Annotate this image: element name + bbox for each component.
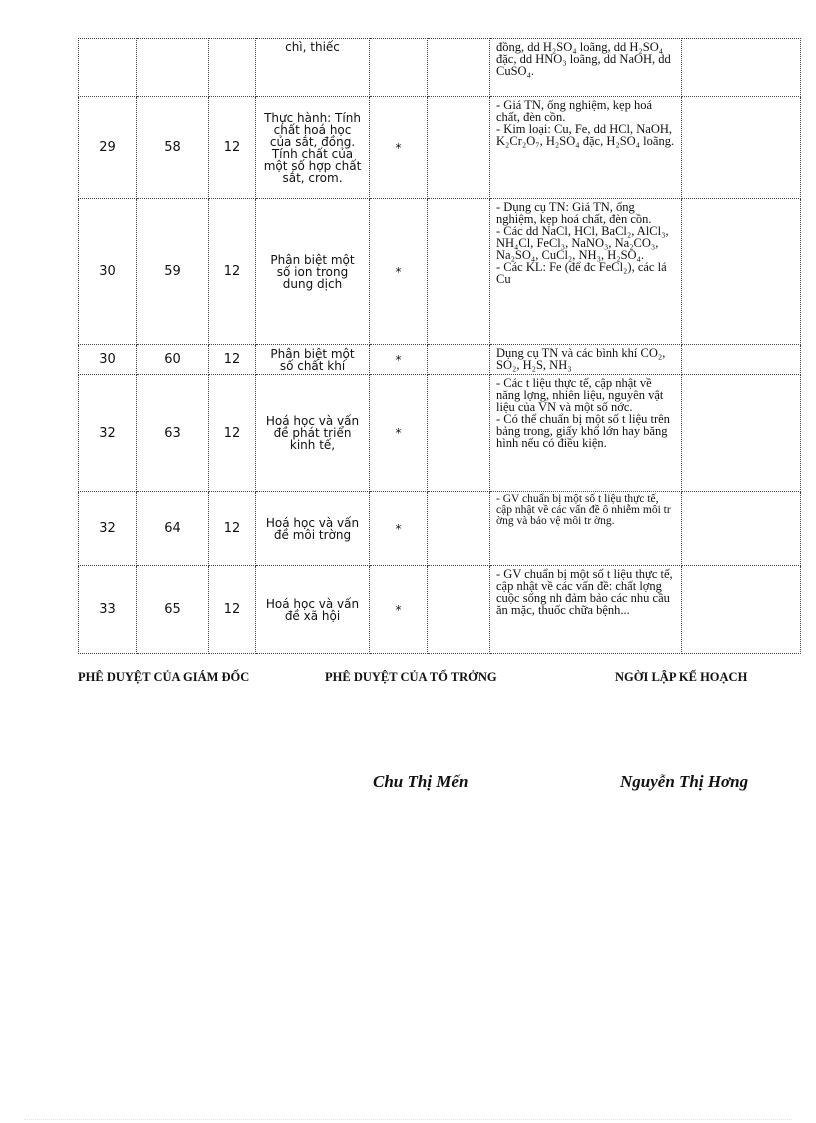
week-cell: 33	[79, 566, 137, 654]
period-cell: 63	[137, 375, 209, 492]
note-cell	[682, 566, 801, 654]
table-row	[79, 97, 801, 199]
table-row	[79, 39, 801, 97]
prep-cell: - Dụng cụ TN: Giá TN, ống nghiệm, kẹp hoá chất, đèn cồn. - Các dd NaCl, HCl, BaCl₂, AlCl₃, NH₄Cl, FeCl₃, NaNO₃, Na₂CO₃, Na₂SO₄, CuCl₂, NH₃, H₂SO₄. - Các KL: Fe (để đc FeCl₂), các lá Cu	[490, 199, 682, 345]
empty-cell	[428, 97, 490, 199]
approval-headings	[78, 670, 800, 688]
director-approval-heading: PHÊ DUYỆT CỦA GIÁM ĐỐC	[78, 670, 250, 684]
period-cell	[137, 39, 209, 97]
period-cell: 60	[137, 345, 209, 375]
period-cell: 59	[137, 199, 209, 345]
week-cell: 29	[79, 97, 137, 199]
note-cell	[682, 375, 801, 492]
grade-cell: 12	[209, 97, 256, 199]
table-row	[79, 375, 801, 492]
prep-cell: - Các t liệu thực tế, cập nhật về năng lợng, nhiên liệu, nguyên vật liệu của VN và một số nớc. - Có thể chuẩn bị một số t liệu trên bảng trong, giấy khổ lớn hay băng hình nếu có điều kiện.	[490, 375, 682, 492]
period-cell: 64	[137, 492, 209, 566]
mark-cell	[370, 39, 428, 97]
prep-cell: - Giá TN, ống nghiệm, kẹp hoá chất, đèn cồn. - Kim loại: Cu, Fe, dd HCl, NaOH, K₂Cr₂O₇, H₂SO₄ đặc, H₂SO₄ loãng.	[490, 97, 682, 199]
grade-cell: 12	[209, 492, 256, 566]
table-row	[79, 566, 801, 654]
note-cell	[682, 345, 801, 375]
topic-cell: Hoá học và vấn đề phát triển kinh tế,	[256, 375, 370, 492]
topic-cell: chì, thiếc	[256, 39, 370, 97]
prep-cell: Dụng cụ TN và các bình khí CO₂, SO₂, H₂S, NH₃	[490, 345, 682, 375]
topic-cell: Thực hành: Tính chất hoá học của sắt, đồng. Tính chất của một số hợp chất sắt, crom.	[256, 97, 370, 199]
mark-cell: *	[370, 566, 428, 654]
period-cell: 58	[137, 97, 209, 199]
mark-cell: *	[370, 345, 428, 375]
empty-cell	[428, 345, 490, 375]
mark-cell: *	[370, 199, 428, 345]
table-row	[79, 345, 801, 375]
week-cell: 32	[79, 492, 137, 566]
grade-cell: 12	[209, 199, 256, 345]
topic-cell: Phân biệt một số ion trong dung dịch	[256, 199, 370, 345]
week-cell: 32	[79, 375, 137, 492]
week-cell	[79, 39, 137, 97]
prep-cell: - GV chuẩn bị một số t liệu thực tế, cập nhật về các vấn đề ô nhiễm môi tr ờng và bảo vệ môi tr ờng.	[490, 492, 682, 566]
note-cell	[682, 97, 801, 199]
lab-plan-table	[78, 38, 801, 654]
head-signer-name: Chu Thị Mến	[373, 772, 469, 791]
topic-cell: Phân biệt một số chất khí	[256, 345, 370, 375]
week-cell: 30	[79, 345, 137, 375]
empty-cell	[428, 492, 490, 566]
grade-cell: 12	[209, 566, 256, 654]
mark-cell: *	[370, 375, 428, 492]
week-cell: 30	[79, 199, 137, 345]
page-bottom-divider	[24, 1119, 792, 1120]
topic-cell: Hoá học và vấn đề môi trờng	[256, 492, 370, 566]
grade-cell	[209, 39, 256, 97]
prep-cell: đồng, dd H₂SO₄ loãng, dd H₂SO₄ đặc, dd HNO₃ loãng, dd NaOH, dd CuSO₄.	[490, 39, 682, 97]
period-cell: 65	[137, 566, 209, 654]
mark-cell: *	[370, 492, 428, 566]
note-cell	[682, 199, 801, 345]
note-cell	[682, 492, 801, 566]
grade-cell: 12	[209, 375, 256, 492]
grade-cell: 12	[209, 345, 256, 375]
note-cell	[682, 39, 801, 97]
empty-cell	[428, 566, 490, 654]
planner-heading: NGỜI LẬP KẾ HOẠCH	[615, 670, 748, 684]
head-approval-heading: PHÊ DUYỆT CỦA TỔ TRỞNG	[325, 670, 497, 684]
topic-cell: Hoá học và vấn đề xã hội	[256, 566, 370, 654]
empty-cell	[428, 39, 490, 97]
table-row	[79, 199, 801, 345]
empty-cell	[428, 375, 490, 492]
planner-signer-name: Nguyễn Thị Hơng	[620, 772, 749, 791]
table-row	[79, 492, 801, 566]
empty-cell	[428, 199, 490, 345]
mark-cell: *	[370, 97, 428, 199]
prep-cell: - GV chuẩn bị một số t liệu thực tế, cập nhật về các vấn đề: chất lợng cuộc sống nh đảm bảo các nhu cầu ăn mặc, thuốc chữa bệnh...	[490, 566, 682, 654]
